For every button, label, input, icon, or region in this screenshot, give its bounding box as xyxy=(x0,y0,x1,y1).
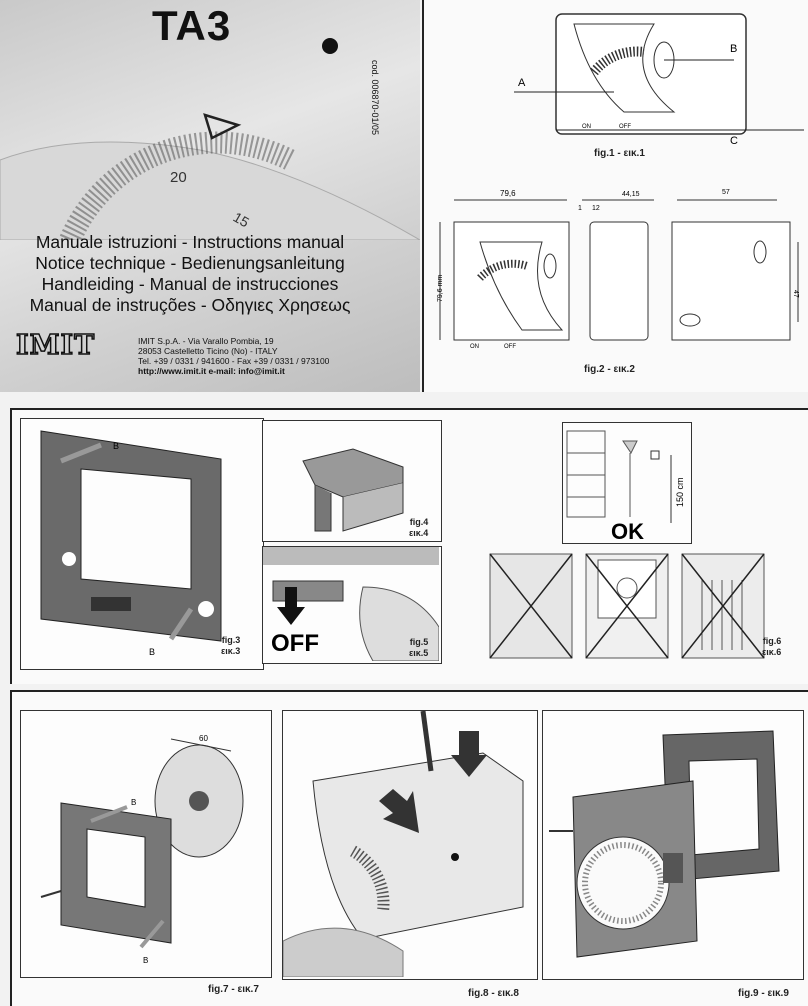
manual-line: Notice technique - Bedienungsanleitung xyxy=(35,253,345,273)
manual-line: Manual de instruções - Οδηγιες Χρησεως xyxy=(29,295,351,315)
fig5-off: OFF xyxy=(271,630,319,657)
fig7-b2: B xyxy=(143,956,149,965)
dial-label-15: 15 xyxy=(230,208,252,231)
fig6-ok-room xyxy=(563,423,689,541)
document-code: cod. 006870-01/05 xyxy=(370,60,380,136)
fig2-d2: 12 xyxy=(592,205,600,212)
fig1-diagram xyxy=(504,12,804,152)
company-address xyxy=(138,336,329,376)
fig6-ok-frame xyxy=(562,422,692,544)
fig9-assembly xyxy=(543,711,801,977)
fig1-label-c: C xyxy=(730,135,738,147)
fig8-insert-thermostat xyxy=(283,711,535,977)
fig4-caption: fig.4 εικ.4 xyxy=(409,517,429,538)
fig2-diagram xyxy=(432,182,808,362)
fig8-caption: fig.8 - εικ.8 xyxy=(468,988,519,999)
fig3-mounting-plate xyxy=(21,419,261,667)
fig6-caption: fig.6 εικ.6 xyxy=(762,636,782,657)
fig1-off: OFF xyxy=(619,124,631,130)
fig7-wall-box xyxy=(21,711,269,975)
fig1-label-a: A xyxy=(518,77,526,89)
fig3-frame xyxy=(20,418,264,670)
manual-line: Manuale istruzioni - Instructions manual xyxy=(35,232,345,252)
fig2-off: OFF xyxy=(504,344,516,350)
product-title: TA3 xyxy=(152,2,232,49)
cover-dial-illustration xyxy=(0,90,420,240)
fig6-ok: OK xyxy=(611,519,644,541)
address-phone: Tel. +39 / 0331 / 941600 - Fax +39 / 0331 / 973100 xyxy=(138,356,330,366)
brand-logo: IMIT xyxy=(16,330,96,361)
fig7-caption: fig.7 - εικ.7 xyxy=(208,984,259,995)
fig7-dim: 60 xyxy=(199,734,208,743)
fig4-frame xyxy=(262,420,442,542)
fig9-caption: fig.9 - εικ.9 xyxy=(738,988,789,999)
fig5-caption: fig.5 εικ.5 xyxy=(409,637,429,658)
dimensions-panel xyxy=(422,0,808,392)
fig3-b1: B xyxy=(113,441,120,451)
fig7-b1: B xyxy=(131,798,137,807)
fig7-frame xyxy=(20,710,272,978)
fig2-h: 79,6 mm xyxy=(437,274,444,302)
fig2-d3: 44,15 xyxy=(622,191,640,198)
indicator-dot xyxy=(322,38,338,54)
manual-line: Handleiding - Manual de instrucciones xyxy=(41,274,339,294)
fig1-caption: fig.1 - εικ.1 xyxy=(594,148,645,159)
fig2-on: ON xyxy=(470,344,479,350)
mounting-panel xyxy=(10,690,808,1006)
fig5-frame xyxy=(262,546,442,664)
dial-label-20: 20 xyxy=(170,169,187,186)
fig2-caption: fig.2 - εικ.2 xyxy=(584,364,635,375)
address-company: IMIT S.p.A. - Via Varallo Pombia, 19 xyxy=(138,336,274,346)
fig2-d1: 1 xyxy=(578,205,582,212)
address-city: 28053 Castelletto Ticino (No) - ITALY xyxy=(138,346,278,356)
fig6-wrong-placements xyxy=(486,550,768,662)
fig9-frame xyxy=(542,710,804,980)
address-web: http://www.imit.it e-mail: info@imit.it xyxy=(138,366,285,376)
fig8-frame xyxy=(282,710,538,980)
installation-panel xyxy=(10,408,808,684)
manual-languages xyxy=(10,232,370,316)
fig3-b2: B xyxy=(149,647,156,657)
cover-panel xyxy=(0,0,420,392)
fig6-height: 150 cm xyxy=(675,477,685,507)
fig2-w: 79,6 xyxy=(500,189,516,198)
fig1-label-b: B xyxy=(730,43,738,55)
fig1-on: ON xyxy=(582,124,591,130)
fig3-caption: fig.3 εικ.3 xyxy=(221,635,241,656)
fig2-d5: 47 xyxy=(792,290,799,298)
fig2-d4: 57 xyxy=(722,189,730,196)
